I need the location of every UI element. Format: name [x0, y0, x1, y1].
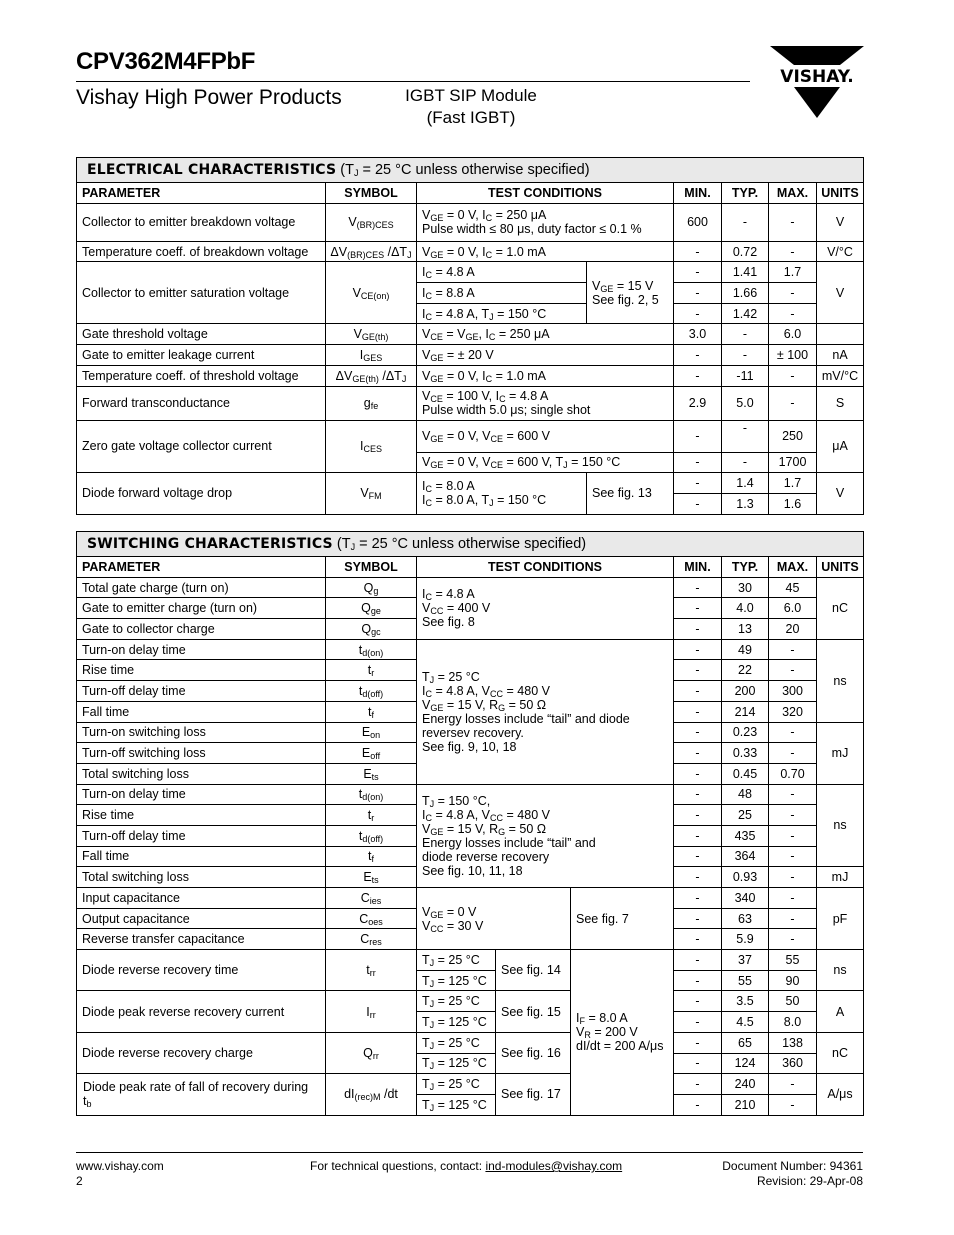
vishay-logo	[768, 43, 866, 121]
table-row: $T_J = 125$ °C - 55 90	[77, 970, 864, 991]
table-row: Collector to emitter saturation voltage $V_{CE(on)}$ $I_C = 4.8$ A $V_{GE} = 15$ V See fig. 2, 5 - 1.41 1.7 V	[77, 262, 864, 283]
table-row: Forward transconductance $g_{fe}$ $V_{CE} = 100$ V, $I_C = 4.8$ A Pulse width 5.0 μs; single shot 2.9 5.0 - S	[77, 386, 864, 420]
table-row: Gate to collector charge $Q_{gc}$ - 13 20	[77, 619, 864, 640]
table-row: Input capacitance $C_{ies}$ $V_{GE} = 0$ V $V_{CC} = 30$ V See fig. 7 - 340 - pF	[77, 888, 864, 909]
footer-left	[76, 1159, 164, 1189]
table-row: Total switching loss $E_{ts}$ - 0.93 - mJ	[77, 867, 864, 888]
contact-prefix: For technical questions, contact:	[310, 1159, 486, 1173]
electrical-section-title: ELECTRICAL CHARACTERISTICS ($T_J = 25$ °C unless otherwise specified)	[77, 158, 864, 183]
document-title: CPV362M4FPbF	[76, 48, 256, 75]
table-header-row: PARAMETER SYMBOL TEST CONDITIONS MIN. TYP. MAX. UNITS	[77, 557, 864, 578]
product-line-1: IGBT SIP Module	[405, 86, 537, 105]
table-row: Zero gate voltage collector current $I_{CES}$ $V_{GE} = 0$ V, $V_{CE} = 600$ V - - 250 μA	[77, 420, 864, 452]
table-row: Diode reverse recovery charge $Q_{rr}$ $T_J = 25$ °C See fig. 16 - 65 138 nC	[77, 1032, 864, 1053]
table-header-row: PARAMETER SYMBOL TEST CONDITIONS MIN. TYP. MAX. UNITS	[77, 183, 864, 204]
table-row: Diode reverse recovery time $t_{rr}$ $T_J = 25$ °C See fig. 14 $I_F = 8.0$ A $V_R = 200$ V dI/dt = 200 A/μs - 37 55 ns	[77, 950, 864, 971]
table-row: Gate to emitter charge (turn on) $Q_{ge}$ - 4.0 6.0	[77, 598, 864, 619]
table-row: Turn-off switching loss $E_{off}$ - 0.33 -	[77, 743, 864, 764]
table-row: Gate threshold voltage $V_{GE(th)}$ $V_{CE} = V_{GE}$, $I_C = 250$ μA 3.0 - 6.0	[77, 324, 864, 345]
table-row: Collector to emitter breakdown voltage $V_{(BR)CES}$ $V_{GE} = 0$ V, $I_C = 250$ μA Pulse width ≤ 80 μs, duty factor ≤ 0.1 % 600 - - V	[77, 203, 864, 241]
table-row: Turn-on switching loss $E_{on}$ - 0.23 - mJ	[77, 722, 864, 743]
document-number: Document Number: 94361	[722, 1159, 863, 1173]
footer-website-link[interactable]: www.vishay.com	[76, 1159, 164, 1173]
table-row: - 1.3 1.6	[77, 493, 864, 514]
table-row: Rise time $t_r$ - 22 -	[77, 660, 864, 681]
table-row: Total gate charge (turn on) $Q_g$ $I_C = 4.8$ A $V_{CC} = 400$ V See fig. 8 - 30 45 nC	[77, 577, 864, 598]
table-row: $I_C = 4.8$ A, $T_J = 150$ °C - 1.42 -	[77, 303, 864, 324]
table-row: Diode peak rate of fall of recovery during $t_b$ $dI_{(rec)M}$ /dt $T_J = 25$ °C See fig. 17 - 240 - A/μs	[77, 1074, 864, 1095]
page-number: 2	[76, 1174, 83, 1188]
table-row: Turn-off delay time $t_{d(off)}$ - 435 -	[77, 825, 864, 846]
table-row: Output capacitance $C_{oes}$ - 63 -	[77, 908, 864, 929]
product-type	[386, 85, 556, 129]
table-row: $T_J = 125$ °C - 124 360	[77, 1053, 864, 1074]
table-row: Turn-off delay time $t_{d(off)}$ - 200 300	[77, 681, 864, 702]
table-row: Temperature coeff. of breakdown voltage $\Delta V_{(BR)CES}$ $/\Delta T_J$ $V_{GE} = 0$ V, $I_C = 1.0$ mA - 0.72 - V/°C	[77, 241, 864, 262]
table-row: $T_J = 125$ °C - 210 -	[77, 1094, 864, 1115]
switching-section-title: SWITCHING CHARACTERISTICS ($T_J = 25$ °C unless otherwise specified)	[77, 532, 864, 557]
table-row: $I_C = 8.8$ A - 1.66 -	[77, 283, 864, 304]
table-row: Turn-on delay time $t_{d(on)}$ $T_J = 25$ °C $I_C = 4.8$ A, $V_{CC} = 480$ V $V_{GE} = 15$ V, $R_G = 50$ Ω Energy losses include “tail” and diode reversev recovery. See fig. 9, 10, 18 - 49 - ns	[77, 639, 864, 660]
product-line-2: (Fast IGBT)	[426, 108, 516, 127]
footer-right	[663, 1159, 863, 1189]
table-row: Diode forward voltage drop $V_{FM}$ $I_C = 8.0$ A $I_C = 8.0$ A, $T_J = 150$ °C See fig. 13 - 1.4 1.7 V	[77, 473, 864, 494]
document-subtitle: Vishay High Power Products	[76, 86, 342, 109]
table-row: Rise time $t_r$ - 25 -	[77, 805, 864, 826]
table-row: Turn-on delay time $t_{d(on)}$ $T_J = 150$ °C, $I_C = 4.8$ A, $V_{CC} = 480$ V $V_{GE} = 15$ V, $R_G = 50$ Ω Energy losses include “tail” and diode reverse recovery See fig. 10, 11, 18 - 48 - ns	[77, 784, 864, 805]
header-rule	[76, 81, 750, 82]
table-row: $V_{GE} = 0$ V, $V_{CE} = 600$ V, $T_J = 150$ °C - - 1700	[77, 452, 864, 473]
logo-text: VISHAY.	[780, 67, 854, 87]
contact-email-link[interactable]: ind-modules@vishay.com	[485, 1159, 623, 1173]
table-row: Fall time $t_f$ - 364 -	[77, 846, 864, 867]
revision-date: Revision: 29-Apr-08	[756, 1174, 863, 1188]
table-row: Temperature coeff. of threshold voltage $\Delta V_{GE(th)}$ $/\Delta T_J$ $V_{GE} = 0$ V, $I_C = 1.0$ mA - -11 - mV/°C	[77, 365, 864, 386]
table-row: Gate to emitter leakage current $I_{GES}$ $V_{GE}$ = ± 20 V - - ± 100 nA	[77, 345, 864, 366]
electrical-characteristics-table	[76, 157, 864, 515]
table-row: Total switching loss $E_{ts}$ - 0.45 0.70	[77, 763, 864, 784]
table-row: $T_J = 125$ °C - 4.5 8.0	[77, 1012, 864, 1033]
switching-characteristics-table	[76, 531, 864, 1116]
footer-rule	[76, 1152, 863, 1153]
footer-contact	[310, 1159, 622, 1174]
table-row: Reverse transfer capacitance $C_{res}$ - 5.9 -	[77, 929, 864, 950]
table-row: Diode peak reverse recovery current $I_{rr}$ $T_J = 25$ °C See fig. 15 - 3.5 50 A	[77, 991, 864, 1012]
table-row: Fall time $t_f$ - 214 320	[77, 701, 864, 722]
